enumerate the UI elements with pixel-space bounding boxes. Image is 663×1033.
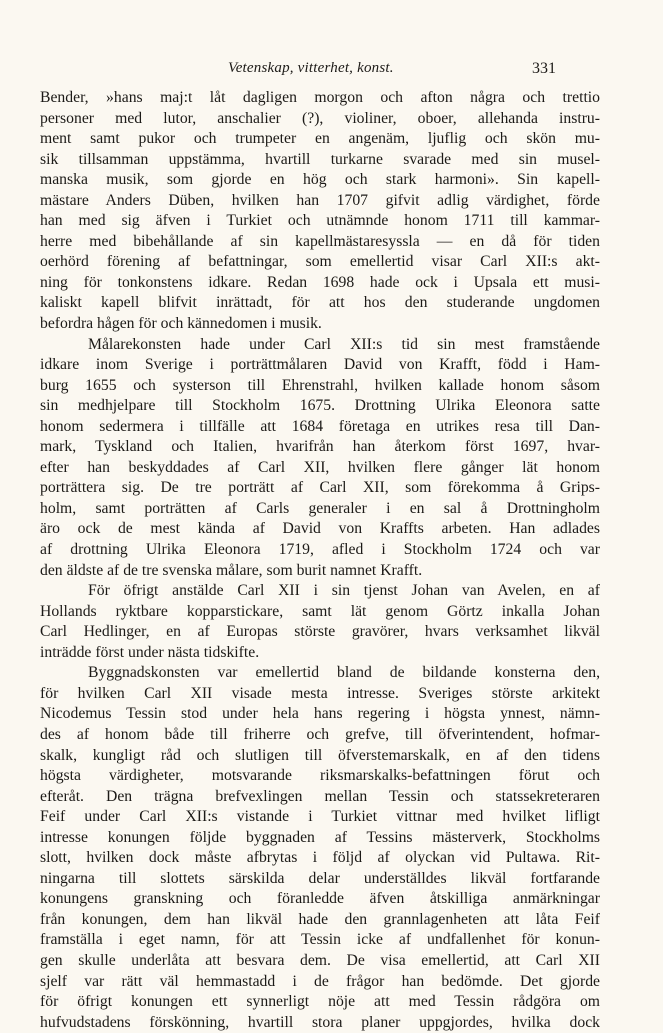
paragraph-music: [40, 88, 600, 335]
text-line: intresse konungen följde byggnaden af Tessins mästerverk, Stockholms: [40, 828, 600, 846]
text-line: Nicodemus Tessin stod under hela hans regering i högsta ynnest, nämn-: [40, 705, 600, 723]
text-line: inträdde först under nästa tidskifte.: [40, 643, 260, 661]
text-line: för hvilken Carl XII visade mesta intresse. Sveriges störste arkitekt: [40, 684, 600, 702]
text-line: des af honom både till friherre och grefve, till öfverintendent, hofmar-: [40, 725, 600, 743]
text-line: hufvudstadens förskönning, hvartill stora planer uppgjordes, hvilka dock: [40, 1013, 600, 1031]
text-line: skalk, kungligt råd och slutligen till öfverstemarskalk, en af den tidens: [40, 746, 600, 764]
text-line: oerhörd förening af befattningar, som emellertid visar Carl XII:s akt-: [40, 253, 600, 271]
text-line: slott, hvilken dock måste afbrytas i följd af olyckan vid Pultawa. Rit-: [40, 849, 600, 867]
text-line: burg 1655 och systerson till Ehrenstrahl, hvilken kallade honom såsom: [40, 376, 600, 394]
text-line: äro ock de mest kända af David von Kraffts arbeten. Han adlades: [40, 520, 600, 538]
text-line: Feif under Carl XII:s vistande i Turkiet vittnar med hvilket lifligt: [40, 808, 600, 826]
paragraph-engravers: [40, 581, 600, 663]
text-line: konungens granskning och föranledde äfven åtskilliga anmärkningar: [40, 890, 600, 908]
text-line: herre med bibehållande af sin kapellmästaresyssla — en då för tiden: [40, 232, 600, 250]
text-line: den äldste af de tre svenska målare, som burit namnet Krafft.: [40, 561, 423, 579]
text-line: af drottning Ulrika Eleonora 1719, afled i Stockholm 1724 och var: [40, 541, 600, 559]
text-line: Hollands ryktbare kopparstickare, samt lät genom Görtz inkalla Johan: [40, 602, 600, 620]
text-line: holm, samt porträtten af Carls generaler i en sal å Drottningholm: [40, 499, 600, 517]
text-line: sin medhjelpare till Stockholm 1675. Drottning Ulrika Eleonora satte: [40, 397, 600, 415]
running-head: [0, 58, 663, 82]
text-line: mästare Anders Düben, hvilken han 1707 gifvit adlig värdighet, förde: [40, 191, 600, 209]
text-line: efter han beskyddades af Carl XII, hvilken flere gånger lät honom: [40, 458, 600, 476]
text-line: sik tillsamman uppstämma, hvartill turkarne svarade med sin musel-: [40, 150, 600, 168]
paragraph-painting: [40, 335, 600, 582]
body-text: [40, 88, 600, 1033]
text-line: ment samt pukor och trumpeter en angenäm, ljuflig och skön mu-: [40, 130, 600, 148]
text-line: Byggnadskonsten var emellertid bland de bildande konsterna den,: [88, 664, 600, 682]
text-line: framställa i eget namn, för att Tessin icke af undfallenhet för konun-: [40, 931, 600, 949]
text-line: ning för tonkonstens idkare. Redan 1698 hade ock i Upsala ett musi-: [40, 273, 600, 291]
text-line: idkare inom Sverige i porträttmålaren David von Krafft, född i Ham-: [40, 356, 600, 374]
text-line: högsta värdigheter, motsvarande riksmarskalks-befattningen förut och: [40, 767, 600, 785]
text-line: sjelf var rätt väl hemmastadd i de frågor han bedömde. Det gjorde: [40, 972, 600, 990]
text-line: mark, Tyskland och Italien, hvarifrån han återkom först 1697, hvar-: [40, 438, 600, 456]
text-line: För öfrigt anstälde Carl XII i sin tjenst Johan van Avelen, en af: [88, 582, 600, 600]
text-line: från konungen, dem han likväl hade den grannlagenheten att låta Feif: [40, 910, 600, 928]
paragraph-architecture: [40, 663, 600, 1033]
text-line: han med sig äfven i Turkiet och utnämnde honom 1711 till kammar-: [40, 212, 600, 230]
text-line: efteråt. Den trägna brefvexlingen mellan Tessin och statssekreteraren: [40, 787, 600, 805]
text-line: porträttera sig. De tre porträtt af Carl XII, som förekomma å Grips-: [40, 479, 600, 497]
text-line: Målarekonsten hade under Carl XII:s tid sin mest framstående: [88, 335, 600, 353]
running-title: Vetenskap, vitterhet, konst.: [228, 60, 394, 76]
text-line: ningarna till slottets särskilda delar underställdes likväl fortfarande: [40, 869, 600, 887]
text-line: kaliskt kapell blifvit inrättadt, för att hos den studerande ungdomen: [40, 294, 600, 312]
text-line: Carl Hedlinger, en af Europas störste gravörer, hvars verksamhet likväl: [40, 623, 600, 641]
text-line: Bender, »hans maj:t låt dagligen morgon och afton några och trettio: [40, 89, 600, 106]
text-line: personer med lutor, anschalier (?), violiner, oboer, allehanda instru-: [40, 109, 600, 127]
text-line: befordra hågen för och kännedomen i musik.: [40, 315, 322, 333]
text-line: manska musik, som gjorde en hög och stark harmoni». Sin kapell-: [40, 171, 600, 189]
text-line: gen skulle underlåta att besvara dem. De visa emellertid, att Carl XII: [40, 951, 600, 969]
page-number: 331: [532, 60, 556, 77]
text-line: för öfrigt konungen ett synnerligt nöje att med Tessin rådgöra om: [40, 993, 600, 1011]
text-line: honom sedermera i tillfälle att 1684 företaga en utrikes resa till Dan-: [40, 417, 600, 435]
